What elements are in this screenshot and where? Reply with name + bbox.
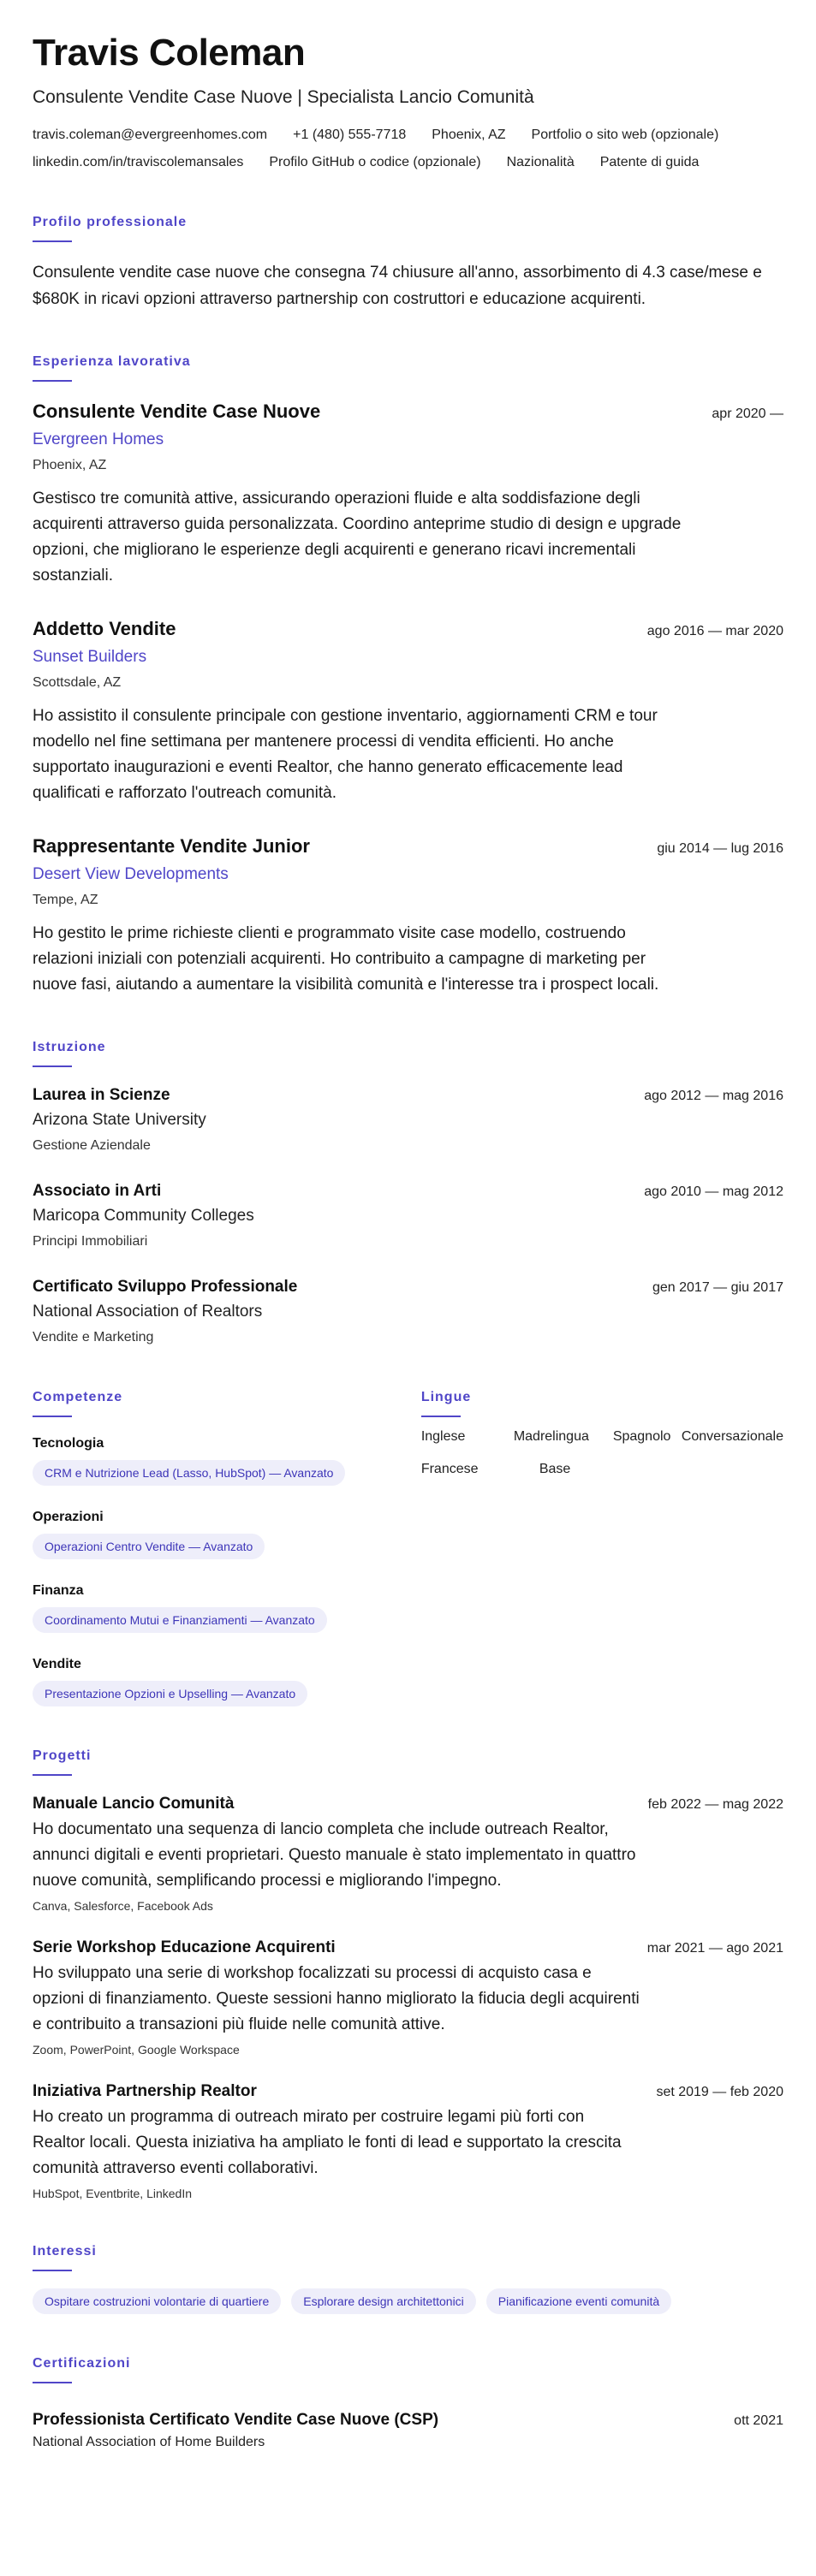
section-divider [33,2382,72,2383]
driving-license: Patente di guida [599,155,700,169]
project-dates: feb 2022 — mag 2022 [647,1797,783,1812]
certification-issuer: National Association of Home Builders [33,2435,265,2449]
portfolio-link[interactable]: Portfolio o sito web (opzionale) [531,128,719,142]
skill-tag: CRM e Nutrizione Lead (Lasso, HubSpot) — Avanzato [33,1460,345,1486]
project-entry [33,1793,783,1914]
profile-summary: Consulente vendite case nuove che consegna 74 chiusure all'anno, assorbimento di 4.3 case/mese e $680K in ricavi opzioni attraverso partnership con costruttori e educazione acquirenti. [33,264,762,308]
project-tools: HubSpot, Eventbrite, LinkedIn [33,2187,193,2200]
project-description: Ho creato un programma di outreach mirato per costruire legami più forti con Realtor locali. Questa iniziativa ha ampliato le fonti di lead e supportato la crescita comunità attraverso eventi collaborativi. [33,2108,622,2177]
interests-section [33,2243,783,2314]
projects-section [33,1748,783,2202]
section-divider [33,1065,72,1067]
email-link[interactable]: travis.coleman@evergreenhomes.com [33,128,268,142]
section-title-interests: Interessi [33,2244,97,2258]
project-description: Ho sviluppato una serie di workshop focalizzati su processi di acquisto casa e opzioni di finanziamento. Queste sessioni hanno migliorato la fiducia degli acquirenti e contribuito a transazioni più fluide nelle comunità attive. [33,1964,640,2033]
education-dates: ago 2010 — mag 2012 [644,1184,783,1199]
section-title-languages: Lingue [420,1390,472,1404]
job-title: Rappresentante Vendite Junior [33,835,310,857]
education-school: Maricopa Community Colleges [33,1207,254,1225]
job-location: Phoenix, AZ [33,458,107,472]
language-level: Madrelingua [513,1429,589,1444]
phone-link[interactable]: +1 (480) 555-7718 [293,128,407,142]
education-section [33,1039,783,1348]
education-entry [33,1180,783,1252]
skill-group [33,1655,421,1706]
experience-section [33,353,783,998]
section-title-profile: Profilo professionale [33,215,188,229]
job-description: Ho assistito il consulente principale con gestione inventario, aggiornamenti CRM e tour modello nel fine settimana per mantenere processi di vendita efficienti. Ho anche supportato inaugurazioni e eventi Realtor, che hanno generato efficacemente lead qualificati e rafforzato l'outreach comunità. [33,707,658,802]
education-school: Arizona State University [33,1111,206,1129]
section-divider [33,1416,72,1417]
job-description: Ho gestito le prime richieste clienti e programmato visite case modello, costruendo relazioni iniziali con potenziali acquirenti. Ho contribuito a campagne di marketing per nuove fasi, aiutando a aumentare la visibilità comunità e l'interesse tra i prospect locali. [33,924,659,994]
skill-group [33,1508,421,1559]
interests-list [33,2288,783,2314]
skills-languages-row [33,1389,783,1706]
certification-entry [33,2409,783,2452]
section-title-skills: Competenze [33,1390,123,1404]
skill-tag: Operazioni Centro Vendite — Avanzato [33,1534,265,1559]
section-title-projects: Progetti [33,1748,92,1763]
candidate-name: Travis Coleman [33,32,306,74]
language-name: Inglese [420,1429,466,1444]
job-dates: apr 2020 — [712,407,783,421]
certification-title: Professionista Certificato Vendite Case Nuove (CSP) [33,2411,439,2429]
education-degree: Associato in Arti [33,1182,162,1200]
skill-category: Finanza [33,1583,84,1598]
job-dates: giu 2014 — lug 2016 [657,841,783,856]
job-company[interactable]: Sunset Builders [33,648,147,666]
section-divider [33,1774,72,1776]
interest-tag: Pianificazione eventi comunità [486,2288,671,2314]
certification-date: ott 2021 [734,2413,783,2428]
project-title: Serie Workshop Educazione Acquirenti [33,1938,336,1956]
project-tools: Zoom, PowerPoint, Google Workspace [33,2043,240,2057]
job-location: Tempe, AZ [33,893,98,907]
job-dates: ago 2016 — mar 2020 [646,624,783,638]
project-dates: set 2019 — feb 2020 [656,2085,783,2099]
skills-section [33,1389,421,1706]
section-divider [421,1416,461,1417]
github-link[interactable]: Profilo GitHub o codice (opzionale) [269,155,481,169]
location: Phoenix, AZ [432,128,506,142]
job-company[interactable]: Evergreen Homes [33,430,164,448]
interest-tag: Ospitare costruzioni volontarie di quartiere [33,2288,281,2314]
skill-category: Operazioni [33,1510,104,1524]
section-divider [33,2270,72,2271]
project-entry [33,2080,783,2202]
certifications-section [33,2355,783,2452]
job-entry [33,399,783,589]
nationality: Nazionalità [506,155,575,169]
education-school: National Association of Realtors [33,1303,263,1321]
education-field: Principi Immobiliari [33,1234,148,1249]
education-entry [33,1084,783,1156]
linkedin-link[interactable]: linkedin.com/in/traviscolemansales [33,155,244,169]
section-title-experience: Esperienza lavorativa [33,354,191,369]
education-field: Vendite e Marketing [33,1330,154,1344]
profile-section [33,214,783,312]
contact-list [33,125,783,173]
education-degree: Laurea in Scienze [33,1086,170,1104]
education-dates: gen 2017 — giu 2017 [652,1280,783,1295]
language-name: Spagnolo [612,1429,671,1444]
skill-category: Vendite [33,1657,81,1671]
section-title-certifications: Certificazioni [33,2356,131,2371]
language-name: Francese [420,1462,479,1476]
job-description: Gestisco tre comunità attive, assicurando operazioni fluide e alta soddisfazione degli acquirenti attraverso guida personalizzata. Coordino anteprime studio di design e upgrade opzioni, che migliorano le esperienze degli acquirenti e generano ricavi incrementali sostanziali. [33,490,682,585]
headline: Consulente Vendite Case Nuove | Specialista Lancio Comunità [33,87,534,107]
section-divider [33,240,72,242]
education-entry [33,1276,783,1348]
project-description: Ho documentato una sequenza di lancio completa che include outreach Realtor, annunci digitali e eventi proprietari. Questo manuale è stato implementato in quattro nuove comunità, semplificando processi e migliorando l'impegno. [33,1820,636,1890]
skill-tag: Coordinamento Mutui e Finanziamenti — Avanzato [33,1607,327,1633]
education-field: Gestione Aziendale [33,1138,151,1153]
skill-category: Tecnologia [33,1436,104,1451]
job-entry [33,616,783,806]
job-title: Addetto Vendite [33,618,176,639]
job-company[interactable]: Desert View Developments [33,865,229,883]
skill-group [33,1434,421,1486]
project-title: Manuale Lancio Comunità [33,1795,235,1813]
project-title: Iniziativa Partnership Realtor [33,2082,257,2100]
interest-tag: Esplorare design architettonici [291,2288,476,2314]
skill-tag: Presentazione Opzioni e Upselling — Avanzato [33,1681,307,1706]
languages-list [421,1427,783,1479]
skill-group [33,1582,421,1633]
job-entry [33,834,783,998]
project-dates: mar 2021 — ago 2021 [646,1941,783,1956]
education-dates: ago 2012 — mag 2016 [644,1089,783,1103]
project-tools: Canva, Salesforce, Facebook Ads [33,1899,213,1913]
job-location: Scottsdale, AZ [33,675,122,690]
language-level: Conversazionale [681,1429,783,1444]
job-title: Consulente Vendite Case Nuove [33,401,321,422]
language-level: Base [539,1462,571,1476]
section-divider [33,380,72,382]
project-entry [33,1937,783,2058]
education-degree: Certificato Sviluppo Professionale [33,1278,298,1296]
languages-section [421,1389,783,1706]
section-title-education: Istruzione [33,1040,106,1054]
